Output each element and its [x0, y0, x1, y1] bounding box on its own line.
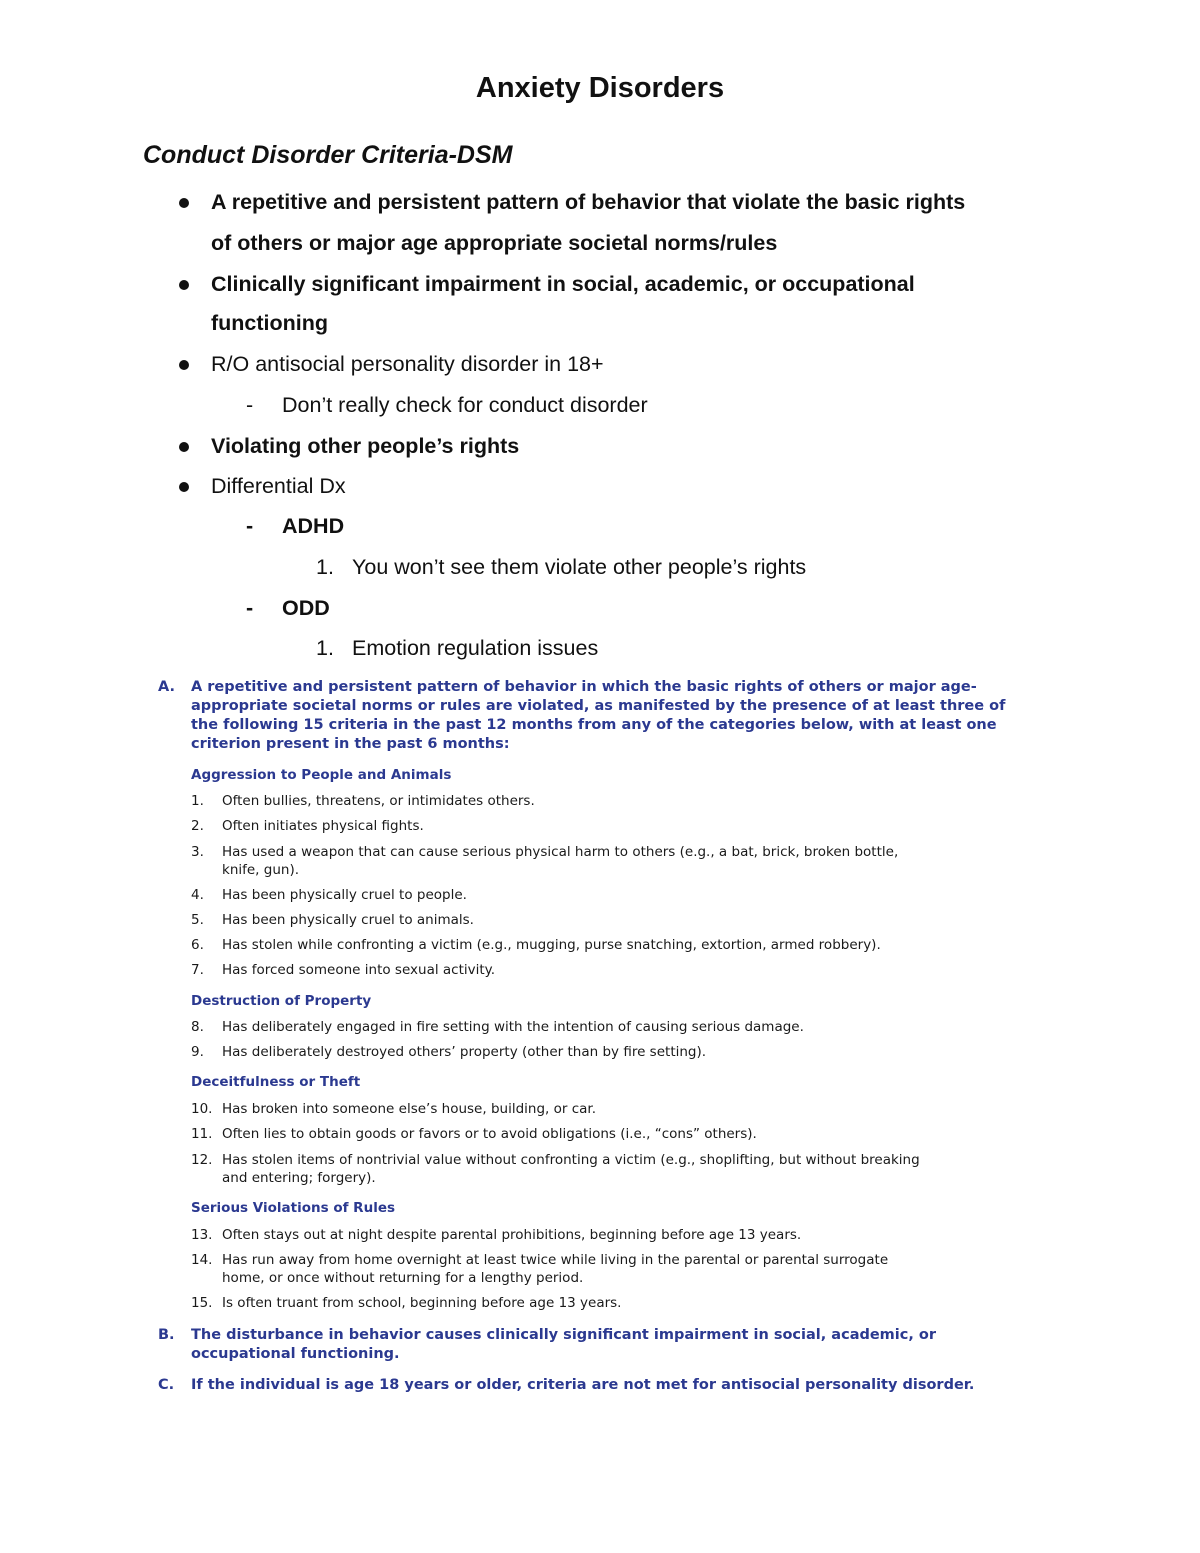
item-number: 1.	[191, 793, 204, 809]
criterion-text: appropriate societal norms or rules are violated, as manifested by the presence of at least three of	[191, 698, 1006, 714]
dash-marker: -	[246, 514, 254, 538]
item-text: Has run away from home overnight at least twice while living in the parental or parental surrogate	[222, 1252, 889, 1268]
list-item: A repetitive and persistent pattern of behavior that violate the basic rights	[211, 190, 966, 214]
item-number: 7.	[191, 962, 204, 978]
list-item: Clinically significant impairment in social, academic, or occupational	[211, 272, 915, 296]
item-number: 12.	[191, 1152, 213, 1168]
category-heading: Deceitfulness or Theft	[191, 1074, 361, 1090]
item-number: 13.	[191, 1227, 213, 1243]
item-text: Has been physically cruel to people.	[222, 887, 467, 903]
dash-marker: -	[246, 596, 254, 620]
item-number: 9.	[191, 1044, 204, 1060]
bullet-dot	[179, 198, 189, 208]
sub-item: ODD	[282, 596, 330, 620]
criterion-text: The disturbance in behavior causes clinically significant impairment in social, academic, or	[191, 1327, 937, 1343]
bullet-dot	[179, 482, 189, 492]
bullet-dot	[179, 360, 189, 370]
criterion-text: A repetitive and persistent pattern of behavior in which the basic rights of others or major age-	[191, 679, 977, 695]
criterion-text: the following 15 criteria in the past 12 months from any of the categories below, with at least one	[191, 717, 997, 733]
item-text: Has deliberately destroyed others’ property (other than by fire setting).	[222, 1044, 707, 1060]
item-text: Often lies to obtain goods or favors or to avoid obligations (i.e., “cons” others).	[222, 1126, 757, 1142]
section-subtitle: Conduct Disorder Criteria-DSM	[143, 141, 513, 169]
criterion-letter: A.	[158, 679, 175, 695]
item-number: 8.	[191, 1019, 204, 1035]
category-heading: Destruction of Property	[191, 993, 372, 1009]
list-item: Violating other people’s rights	[211, 434, 520, 458]
bullet-dot	[179, 280, 189, 290]
criterion-text: If the individual is age 18 years or older, criteria are not met for antisocial personality disorder.	[191, 1377, 975, 1393]
item-text: Is often truant from school, beginning before age 13 years.	[222, 1295, 622, 1311]
item-text: home, or once without returning for a lengthy period.	[222, 1270, 584, 1286]
list-item: Differential Dx	[211, 474, 346, 498]
item-number: 6.	[191, 937, 204, 953]
item-text: Often initiates physical fights.	[222, 818, 424, 834]
category-heading: Aggression to People and Animals	[191, 767, 452, 783]
dash-marker: -	[246, 393, 254, 417]
item-number: 10.	[191, 1101, 213, 1117]
item-number: 3.	[191, 844, 204, 860]
sub-item: ADHD	[282, 514, 345, 538]
item-text: Has stolen items of nontrivial value without confronting a victim (e.g., shoplifting, but without breaking	[222, 1152, 920, 1168]
criterion-text: criterion present in the past 6 months:	[191, 736, 510, 752]
criterion-letter: C.	[158, 1377, 175, 1393]
item-number: 14.	[191, 1252, 213, 1268]
item-text: Has been physically cruel to animals.	[222, 912, 474, 928]
item-text: Often stays out at night despite parental prohibitions, beginning before age 13 years.	[222, 1227, 802, 1243]
item-text: Often bullies, threatens, or intimidates others.	[222, 793, 535, 809]
numbered-marker: 1.	[316, 555, 334, 579]
list-item: R/O antisocial personality disorder in 18+	[211, 352, 604, 376]
numbered-item: You won’t see them violate other people’s rights	[352, 555, 807, 579]
sub-item: Don’t really check for conduct disorder	[282, 393, 648, 417]
item-text: Has deliberately engaged in fire setting with the intention of causing serious damage.	[222, 1019, 804, 1035]
item-text: knife, gun).	[222, 862, 300, 878]
item-text: Has forced someone into sexual activity.	[222, 962, 496, 978]
item-number: 5.	[191, 912, 204, 928]
item-text: Has used a weapon that can cause serious physical harm to others (e.g., a bat, brick, broken bottle,	[222, 844, 899, 860]
list-item-continuation: of others or major age appropriate societal norms/rules	[211, 231, 778, 255]
numbered-marker: 1.	[316, 636, 334, 660]
criterion-letter: B.	[158, 1327, 175, 1343]
item-text: Has stolen while confronting a victim (e.g., mugging, purse snatching, extortion, armed robbery).	[222, 937, 881, 953]
item-text: and entering; forgery).	[222, 1170, 376, 1186]
item-number: 2.	[191, 818, 204, 834]
item-number: 4.	[191, 887, 204, 903]
item-number: 11.	[191, 1126, 213, 1142]
numbered-item: Emotion regulation issues	[352, 636, 599, 660]
item-number: 15.	[191, 1295, 213, 1311]
list-item-continuation: functioning	[211, 311, 329, 335]
page-title: Anxiety Disorders	[475, 72, 725, 104]
category-heading: Serious Violations of Rules	[191, 1200, 396, 1216]
criterion-text: occupational functioning.	[191, 1346, 400, 1362]
item-text: Has broken into someone else’s house, building, or car.	[222, 1101, 596, 1117]
bullet-dot	[179, 442, 189, 452]
